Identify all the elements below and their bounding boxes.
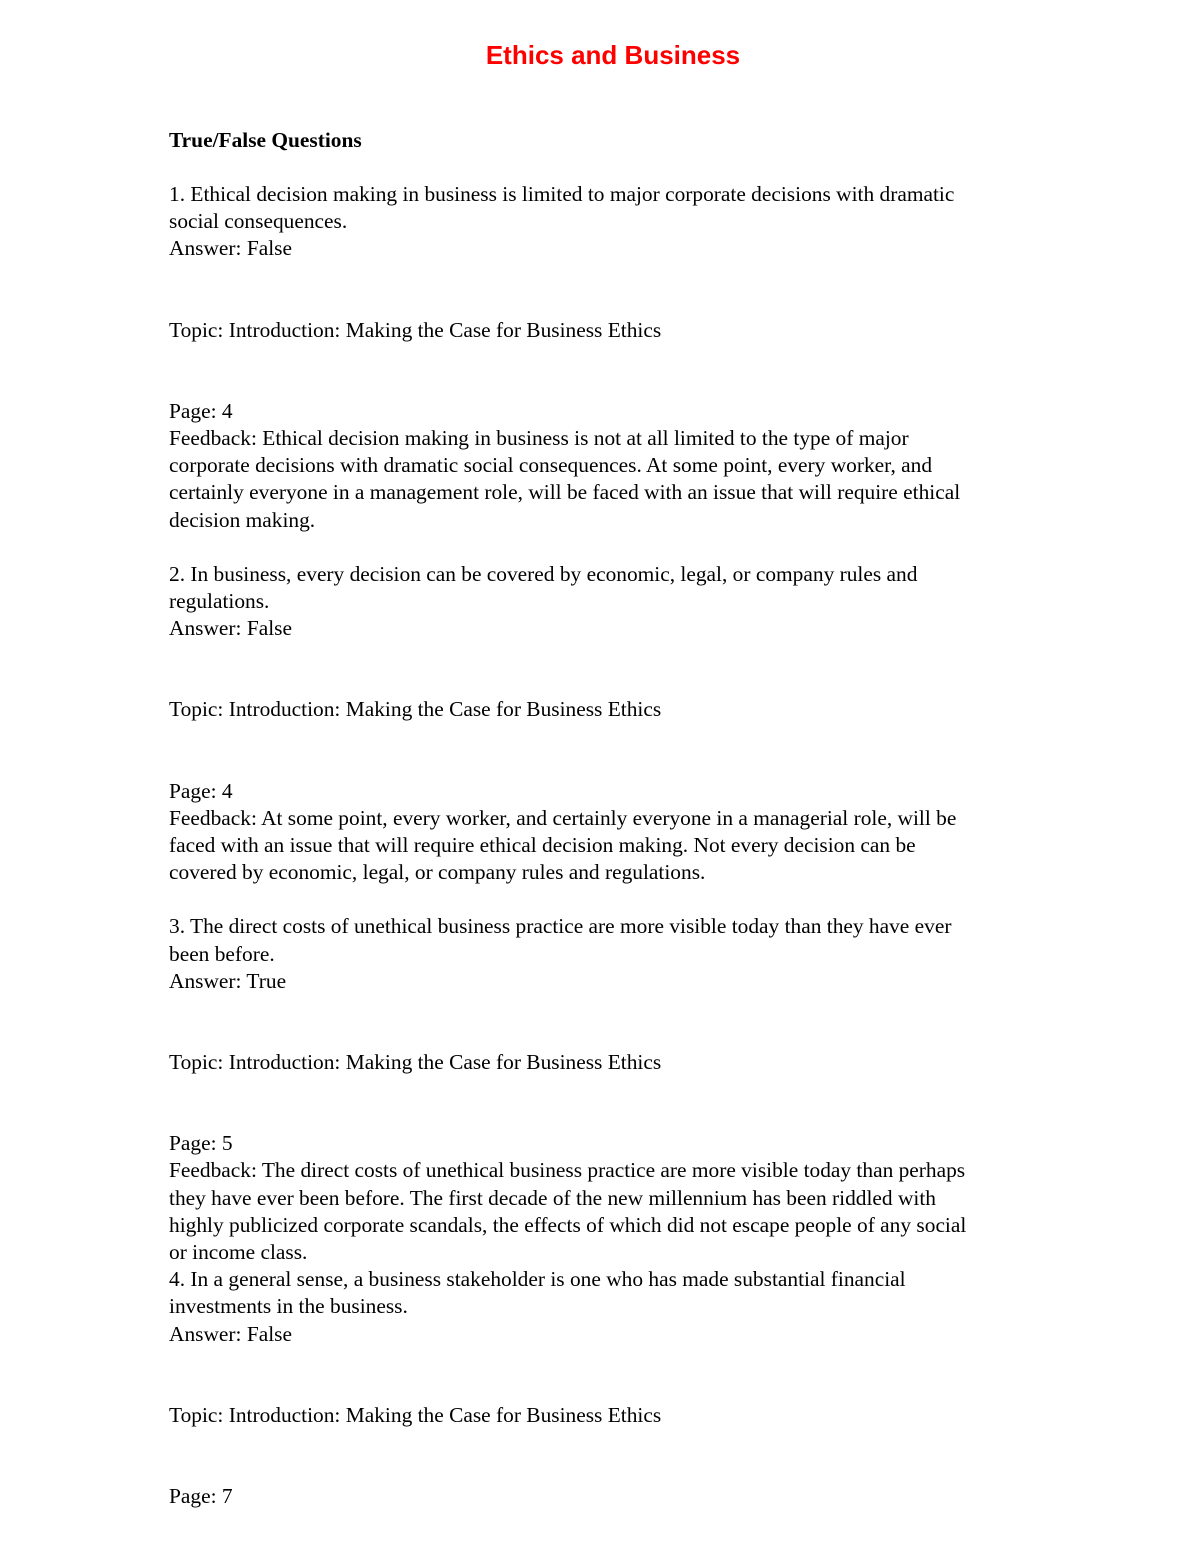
feedback-line: or income class. bbox=[169, 1240, 308, 1265]
feedback-line: Feedback: At some point, every worker, and certainly everyone in a managerial role, will be bbox=[169, 805, 957, 830]
feedback-line: Feedback: The direct costs of unethical business practice are more visible today than perhaps bbox=[169, 1158, 966, 1183]
topic-line: Topic: Introduction: Making the Case for Business Ethics bbox=[169, 697, 662, 722]
question-text-line: 3. The direct costs of unethical business practice are more visible today than they have ever bbox=[169, 914, 952, 939]
question-text-line: 1. Ethical decision making in business is limited to major corporate decisions with dramatic bbox=[169, 182, 955, 206]
feedback-line: corporate decisions with dramatic social consequences. At some point, every worker, and bbox=[169, 453, 933, 478]
question-text-line: regulations. bbox=[169, 589, 270, 614]
question-item bbox=[169, 1266, 1069, 1510]
question-item bbox=[169, 181, 1069, 534]
answer-line: Answer: False bbox=[169, 1321, 292, 1346]
question-text-line: investments in the business. bbox=[169, 1294, 408, 1319]
answer-line: Answer: False bbox=[169, 236, 292, 261]
topic-line: Topic: Introduction: Making the Case for Business Ethics bbox=[169, 317, 662, 342]
feedback-line: decision making. bbox=[169, 507, 316, 532]
page-reference: Page: 4 bbox=[169, 778, 233, 803]
question-text-line: 2. In business, every decision can be covered by economic, legal, or company rules and bbox=[169, 561, 918, 586]
answer-line: Answer: True bbox=[169, 968, 287, 993]
document-title: Ethics and Business bbox=[485, 40, 741, 70]
question-text-line: 4. In a general sense, a business stakeholder is one who has made substantial financial bbox=[169, 1267, 906, 1292]
page-reference: Page: 4 bbox=[169, 398, 233, 423]
question-item bbox=[169, 913, 1069, 1266]
feedback-line: Feedback: Ethical decision making in business is not at all limited to the type of major bbox=[169, 426, 909, 451]
section-heading: True/False Questions bbox=[169, 128, 362, 152]
question-item bbox=[169, 561, 1069, 887]
answer-line: Answer: False bbox=[169, 616, 292, 641]
feedback-line: they have ever been before. The first decade of the new millennium has been riddled with bbox=[169, 1185, 937, 1210]
feedback-line: certainly everyone in a management role, will be faced with an issue that will require ethical bbox=[169, 480, 961, 505]
page-reference: Page: 5 bbox=[169, 1131, 233, 1156]
feedback-line: covered by economic, legal, or company rules and regulations. bbox=[169, 860, 706, 885]
feedback-line: highly publicized corporate scandals, the effects of which did not escape people of any social bbox=[169, 1212, 967, 1237]
document-body bbox=[169, 127, 1069, 1510]
topic-line: Topic: Introduction: Making the Case for Business Ethics bbox=[169, 1402, 662, 1427]
page-reference: Page: 7 bbox=[169, 1484, 233, 1509]
question-text-line: been before. bbox=[169, 941, 275, 966]
topic-line: Topic: Introduction: Making the Case for Business Ethics bbox=[169, 1050, 662, 1075]
question-text-line: social consequences. bbox=[169, 209, 348, 234]
feedback-line: faced with an issue that will require ethical decision making. Not every decision can be bbox=[169, 833, 916, 858]
